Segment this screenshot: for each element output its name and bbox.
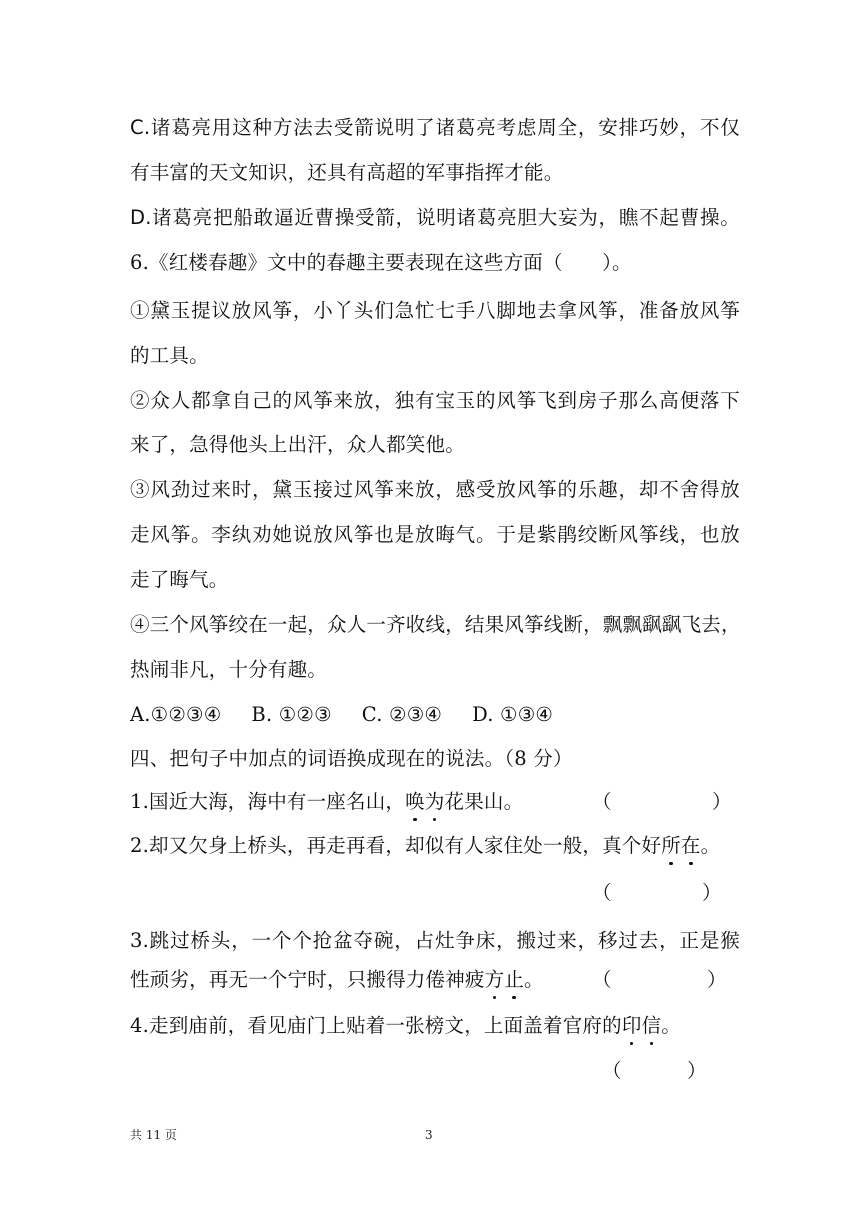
sentence-3-line-2: 性顽劣，再无一个宁时，只搬得力倦神疲方止。 <box>130 968 544 991</box>
footer-page-number: 3 <box>425 1128 433 1142</box>
option-c-line-1: C.诸葛亮用这种方法去受箭说明了诸葛亮考虑周全，安排巧妙，不仅 <box>130 116 740 139</box>
emphasis-char: 信 <box>641 1014 662 1037</box>
footer-total-pages: 共 11 页 <box>130 1128 177 1142</box>
q6-item-3-line-2: 走风筝。李纨劝她说放风筝也是放晦气。于是紫鹃绞断风筝线，也放 <box>130 523 740 546</box>
sentence-2: 2.却又欠身上桥头，再走再看，却似有人家住处一般，真个好所在。 <box>130 834 721 857</box>
answer-paren-close: ） <box>702 881 722 904</box>
answer-paren-open: （ <box>602 1059 622 1082</box>
section-4-heading: 四、把句子中加点的词语换成现在的说法。（8 分） <box>130 747 573 770</box>
answer-paren-open: （ <box>592 881 612 904</box>
emphasis-char: 为 <box>424 790 445 813</box>
choice-c: C. ②③④ <box>361 703 443 726</box>
choice-d: D. ①③④ <box>472 703 554 726</box>
choice-b: B. ①②③ <box>251 703 332 726</box>
answer-paren-close: ） <box>707 968 727 991</box>
answer-paren-open: （ <box>592 790 612 813</box>
q6-item-3-line-1: ③风劲过来时，黛玉接过风筝来放，感受放风筝的乐趣，却不舍得放 <box>130 478 740 501</box>
answer-paren-close: ） <box>687 1059 707 1082</box>
choice-a: A.①②③④ <box>130 703 222 726</box>
q6-item-1-line-2: 的工具。 <box>130 344 209 367</box>
emphasis-char: 印 <box>621 1014 642 1037</box>
answer-paren-close: ） <box>712 790 732 813</box>
q6-item-2-line-2: 来了，急得他头上出汗，众人都笑他。 <box>130 433 465 456</box>
sentence-3-line-1: 3.跳过桥头，一个个抢盆夺碗，占灶争床，搬过来，移过去，正是猴 <box>130 929 740 952</box>
sentence-4: 4.走到庙前，看见庙门上贴着一张榜文，上面盖着官府的印信。 <box>130 1014 681 1037</box>
question-6-stem: 6.《红楼春趣》文中的春趣主要表现在这些方面（ ）。 <box>130 251 632 274</box>
emphasis-char: 在 <box>680 834 701 857</box>
option-d-line: D.诸葛亮把船敢逼近曹操受箭，说明诸葛亮胆大妄为，瞧不起曹操。 <box>130 206 740 229</box>
option-c-line-2: 有丰富的天文知识，还具有高超的军事指挥才能。 <box>130 161 564 184</box>
emphasis-char: 所 <box>661 834 681 857</box>
answer-paren-open: （ <box>592 968 612 991</box>
q6-item-4-line-1: ④三个风筝绞在一起，众人一齐收线，结果风筝线断，飘飘飖飖飞去， <box>130 613 741 636</box>
q6-choices <box>130 702 740 728</box>
q6-item-3-line-3: 走了晦气。 <box>130 568 229 591</box>
sentence-1: 1.国近大海，海中有一座名山，唤为花果山。 <box>130 790 524 813</box>
q6-item-4-line-2: 热闹非凡，十分有趣。 <box>130 658 328 681</box>
emphasis-char: 止 <box>504 968 525 991</box>
option-c-letter: C. <box>130 116 151 139</box>
q6-item-1-line-1: ①黛玉提议放风筝，小丫头们急忙七手八脚地去拿风筝，准备放风筝 <box>130 299 740 322</box>
q6-item-2-line-1: ②众人都拿自己的风筝来放，独有宝玉的风筝飞到房子那么高便落下 <box>130 389 740 412</box>
emphasis-char: 方 <box>484 968 505 991</box>
emphasis-char: 唤 <box>405 790 425 813</box>
option-d-letter: D. <box>130 206 152 229</box>
